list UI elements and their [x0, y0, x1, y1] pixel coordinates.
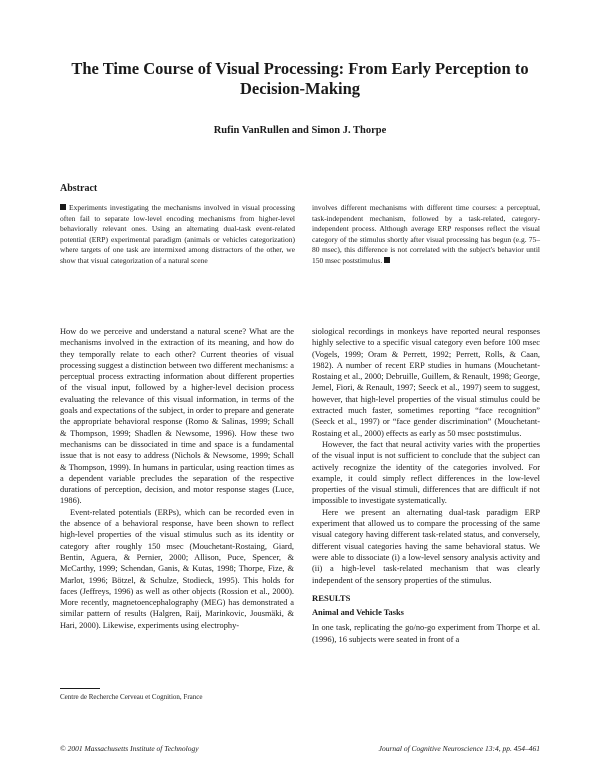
- body-paragraph: Event-related potentials (ERPs), which can be recorded even in the absence of a behavioral response, have been shown to reflect high-level properties of the visual stimulus such as its identity or category after roughly 150 msec (Mouchetant-Rostaing, Giard, Bentin, Aguera, & Pernier, 2000; Allison, Puce, Spencer, & McCarthy, 1999; Schendan, Ganis, & Kutas, 1998; Thorpe, Fize, & Marlot, 1996; Bötzel, & Schulze, Stodieck, 1995). This holds for faces (Jeffreys, 1996) as well as other objects (Rossion et al., 2000). More recently, magnetoencephalography (MEG) has demonstrated a similar pattern of results (Halgren, Raij, Marinkovic, Jousmäki, & Hari, 2000). Likewise, experiments using electrophy-: [60, 507, 294, 630]
- abstract-text-right: involves different mechanisms with different time courses: a perceptual, task-independent mechanism, followed by a task-related, category-independent process. Although average ERP responses reflect the visual category of the stimulus shortly after visual processing has begun (e.g. 75–80 msec), this difference is not correlated with the subject's behavior until 150 msec poststimulus.: [312, 203, 540, 265]
- animal-vehicle-tasks-heading: Animal and Vehicle Tasks: [312, 608, 404, 618]
- paper-authors: Rufin VanRullen and Simon J. Thorpe: [213, 125, 387, 136]
- results-heading: RESULTS: [312, 592, 351, 603]
- journal-citation-footer: Journal of Cognitive Neuroscience 13:4, pp. 454–461: [378, 744, 540, 753]
- affiliation-footnote: Centre de Recherche Cerveau et Cognition, France: [60, 693, 203, 701]
- copyright-footer: © 2001 Massachusetts Institute of Technology: [60, 744, 199, 753]
- results-paragraph: In one task, replicating the go/no-go experiment from Thorpe et al. (1996), 16 subjects were seated in front of a: [312, 623, 540, 644]
- abstract-left-column: [60, 203, 295, 267]
- footnote-divider: [60, 688, 100, 689]
- paper-title: The Time Course of Visual Processing: From Early Perception to Decision-Making: [71, 59, 529, 98]
- body-right-column: [312, 326, 540, 645]
- abstract-text-left: Experiments investigating the mechanisms involved in visual processing often fail to separate low-level encoding mechanisms from higher-level behaviorally relevant ones. Using an alternating dual-task event-related potential (ERP) experimental paradigm (animals or vehicles categorization) where targets of one task are intermixed among distractors of the other, we show that visual categorization of a natural scene: [60, 203, 295, 265]
- abstract-heading: Abstract: [60, 183, 98, 194]
- abstract-right-column: [312, 203, 540, 267]
- body-left-column: [60, 326, 294, 631]
- abstract-start-square-icon: [60, 204, 66, 210]
- body-paragraph: How do we perceive and understand a natural scene? What are the mechanisms involved in the extraction of its meaning, and how do they temporally relate to each other? Current theories of visual processing suggest a distinction between two different mechanisms: a perceptual process extracting information about different properties of the visual input, followed by a higher-level decision process evaluating the relevance of this visual information, in terms of the goals and expectations of the subject, in order to prepare and generate the appropriate behavioral response (Romo & Salinas, 1999; Schall & Thompson, 1999; Shadlen & Newsome, 1996). How these two mechanisms can be dissociated in time and space is a fundamental issue that is not easy to address (Nichols & Newsome, 1999; Schall & Thompson, 1999). In humans in particular, using reaction times as a dependent variable precludes the separation of the respective durations of perception, decision, and motor response stages (Luce, 1986).: [60, 327, 294, 506]
- body-paragraph: siological recordings in monkeys have reported neural responses highly selective to a specific visual category even before 100 msec (Vogels, 1999; Oram & Perrett, 1992; Perrett, Rolls, & Caan, 1982). A number of recent ERP studies in humans (Mouchetant-Rostaing et al., 2000; Debruille, Guillem, & Renault, 1998; George, Jemel, Fiori, & Renault, 1997; Seeck et al., 1997) seem to suggest, however, that high-level properties of the visual stimulus could be extracted much faster, sometimes reporting “face recognition” (Seeck et al., 1997) or “face gender discrimination” (Mouchetant-Rostaing et al., 2000) effects as early as 50 msec poststimulus.: [312, 327, 540, 438]
- body-paragraph: Here we present an alternating dual-task paradigm ERP experiment that allowed us to compare the processing of the same visual category having different task-related status, and conversely, different visual categories having the same behavioral status. We were able to dissociate (i) a low-level sensory analysis activity and (ii) a high-level task-related mechanism that was clearly independent of the sensory properties of the stimulus.: [312, 507, 540, 585]
- body-paragraph: However, the fact that neural activity varies with the properties of the visual input is not sufficient to conclude that the subject can actively recognize the identity of the categories involved. For example, it could simply reflect differences in the low-level properties of the visual stimuli, differences that are difficult if not impossible to investigate systematically.: [312, 439, 540, 506]
- abstract-end-square-icon: [384, 257, 390, 263]
